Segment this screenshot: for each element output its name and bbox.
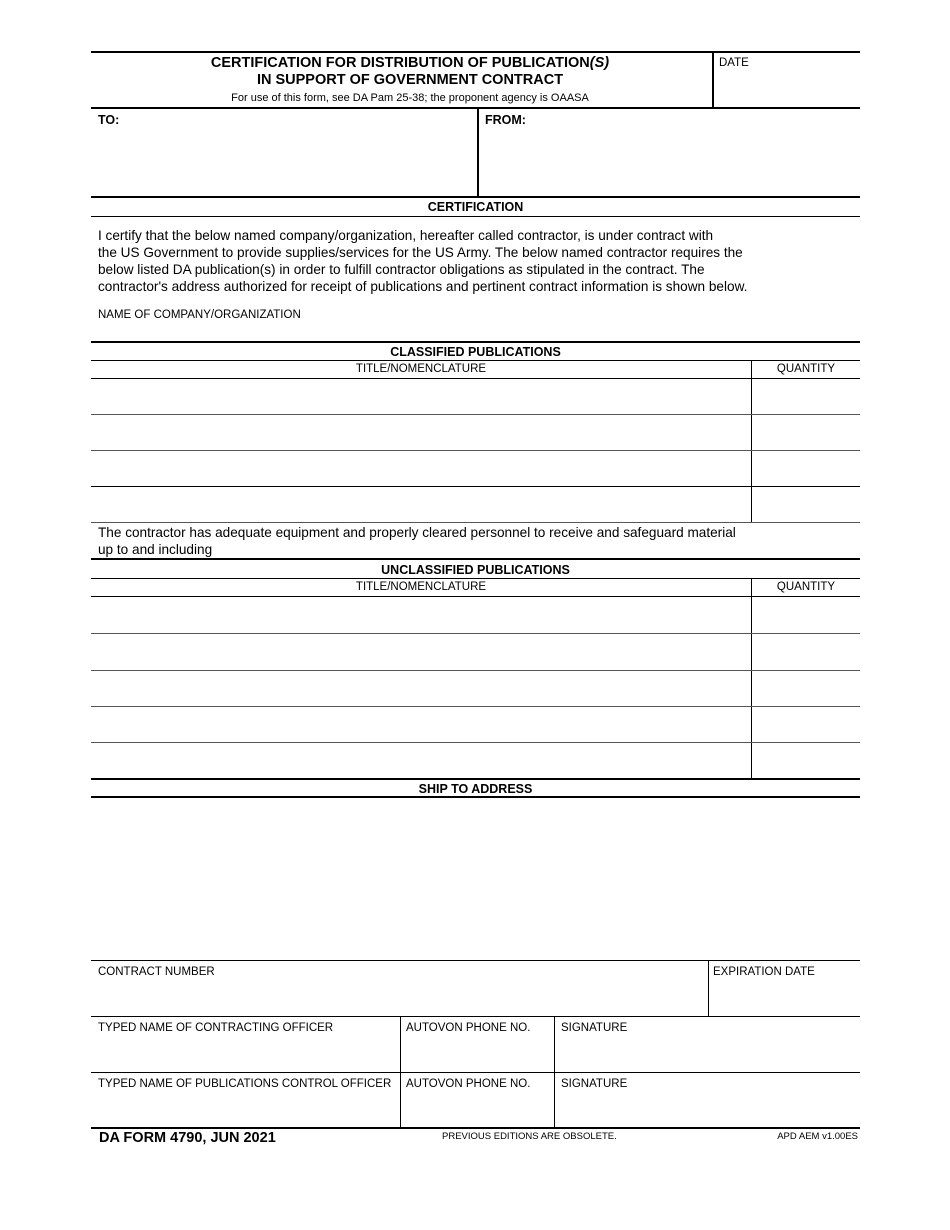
unclassified-heading-rule <box>91 578 860 579</box>
company-name-field[interactable] <box>95 322 855 340</box>
form-version: APD AEM v1.00ES <box>777 1131 858 1142</box>
unclassified-title-field[interactable] <box>93 744 749 777</box>
classified-heading: CLASSIFIED PUBLICATIONS <box>390 345 561 359</box>
unclassified-quantity-field[interactable] <box>754 744 858 777</box>
unclassified-row-rule <box>91 670 860 671</box>
autovon-phone-label: AUTOVON PHONE NO. <box>406 1078 531 1090</box>
to-label: TO: <box>98 113 120 127</box>
unclassified-quantity-field[interactable] <box>754 672 858 705</box>
certification-line: below listed DA publication(s) in order to fulfill contractor obligations as stipulated in the contract. The <box>98 262 705 277</box>
classified-col-title: TITLE/NOMENCLATURE <box>355 363 487 375</box>
unclassified-title-field[interactable] <box>93 635 749 669</box>
unclassified-heading: UNCLASSIFIED PUBLICATIONS <box>381 563 570 577</box>
classified-heading-rule <box>91 360 860 361</box>
to-from-divider <box>477 108 479 197</box>
contract-number-field[interactable] <box>95 982 703 1012</box>
form-subtitle: For use of this form, see DA Pam 25-38; the proponent agency is OAASA <box>231 92 589 104</box>
shipto-top-rule <box>91 778 860 780</box>
contract-bottom-rule <box>91 1016 860 1017</box>
contracting-officer-field[interactable] <box>95 1038 395 1068</box>
certification-heading: CERTIFICATION <box>427 200 524 214</box>
unclassified-header-rule <box>91 596 860 597</box>
certification-line: the US Government to provide supplies/services for the US Army. The below named contractor requires the <box>98 245 743 260</box>
publications-signature-field[interactable] <box>558 1094 856 1124</box>
clearance-line: The contractor has adequate equipment and properly cleared personnel to receive and safeguard material <box>98 525 736 540</box>
ship-to-heading: SHIP TO ADDRESS <box>418 782 533 796</box>
unclassified-col-title: TITLE/NOMENCLATURE <box>355 581 487 593</box>
from-field[interactable] <box>482 130 856 192</box>
signature-label: SIGNATURE <box>561 1022 628 1034</box>
classified-quantity-field[interactable] <box>754 380 858 413</box>
unclassified-row-rule <box>91 706 860 707</box>
unclassified-top-rule <box>91 558 860 560</box>
publications-officer-label: TYPED NAME OF PUBLICATIONS CONTROL OFFICER <box>98 1078 392 1090</box>
date-field[interactable] <box>716 72 856 104</box>
publications-officer-field[interactable] <box>95 1094 395 1124</box>
contract-number-label: CONTRACT NUMBER <box>98 966 215 978</box>
unclassified-title-field[interactable] <box>93 708 749 741</box>
classified-header-rule <box>91 378 860 379</box>
classified-quantity-field[interactable] <box>754 452 858 485</box>
signature-label: SIGNATURE <box>561 1078 628 1090</box>
certification-line: I certify that the below named company/organization, hereafter called contractor, is under contract with <box>98 228 714 243</box>
contract-top-rule <box>91 960 860 961</box>
contracting-signature-field[interactable] <box>558 1038 856 1068</box>
publications-autovon-field[interactable] <box>403 1094 551 1124</box>
classified-bottom-rule <box>91 522 860 523</box>
unclassified-col-divider <box>751 578 752 779</box>
certification-statement <box>98 227 858 295</box>
contracting-autovon-field[interactable] <box>403 1038 551 1068</box>
autovon-phone-label: AUTOVON PHONE NO. <box>406 1022 531 1034</box>
unclassified-quantity-field[interactable] <box>754 708 858 741</box>
header-top-rule <box>91 51 860 53</box>
date-divider <box>712 52 714 108</box>
certification-line: contractor's address authorized for receipt of publications and pertinent contract information is shown below. <box>98 279 748 294</box>
contracting-officer-label: TYPED NAME OF CONTRACTING OFFICER <box>98 1022 334 1034</box>
unclassified-col-quantity: QUANTITY <box>776 581 836 593</box>
classified-top-rule <box>91 341 860 343</box>
expiration-divider <box>708 960 709 1016</box>
header-bottom-rule <box>91 107 860 109</box>
classified-quantity-field[interactable] <box>754 488 858 521</box>
classified-row-rule <box>91 486 860 487</box>
company-name-label: NAME OF COMPANY/ORGANIZATION <box>98 309 301 321</box>
ship-to-address-field[interactable] <box>95 802 855 954</box>
form-number: DA FORM 4790, JUN 2021 <box>99 1130 276 1146</box>
classified-row-rule <box>91 450 860 451</box>
officer-row-rule <box>91 1072 860 1073</box>
unclassified-quantity-field[interactable] <box>754 635 858 669</box>
classified-title-field[interactable] <box>93 416 749 449</box>
clearance-level-field[interactable] <box>220 541 850 557</box>
unclassified-row-rule <box>91 742 860 743</box>
unclassified-title-field[interactable] <box>93 598 749 632</box>
form-title: CERTIFICATION FOR DISTRIBUTION OF PUBLICATION(S) IN SUPPORT OF GOVERNMENT CONTRACT <box>210 55 610 88</box>
classified-row-rule <box>91 414 860 415</box>
certification-heading-rule <box>91 216 860 217</box>
expiration-date-field[interactable] <box>711 982 857 1012</box>
tofrom-bottom-rule <box>91 196 860 198</box>
unclassified-row-rule <box>91 633 860 634</box>
bottom-rule <box>91 1127 860 1129</box>
shipto-heading-rule <box>91 796 860 798</box>
classified-quantity-field[interactable] <box>754 416 858 449</box>
unclassified-quantity-field[interactable] <box>754 598 858 632</box>
to-field[interactable] <box>95 130 473 192</box>
classified-col-divider <box>751 360 752 522</box>
unclassified-title-field[interactable] <box>93 672 749 705</box>
clearance-line: up to and including <box>98 542 213 557</box>
classified-col-quantity: QUANTITY <box>776 363 836 375</box>
obsolete-note: PREVIOUS EDITIONS ARE OBSOLETE. <box>442 1131 617 1142</box>
classified-title-field[interactable] <box>93 488 749 521</box>
expiration-date-label: EXPIRATION DATE <box>713 966 815 978</box>
classified-title-field[interactable] <box>93 380 749 413</box>
classified-title-field[interactable] <box>93 452 749 485</box>
date-label: DATE <box>719 57 749 69</box>
from-label: FROM: <box>485 113 526 127</box>
